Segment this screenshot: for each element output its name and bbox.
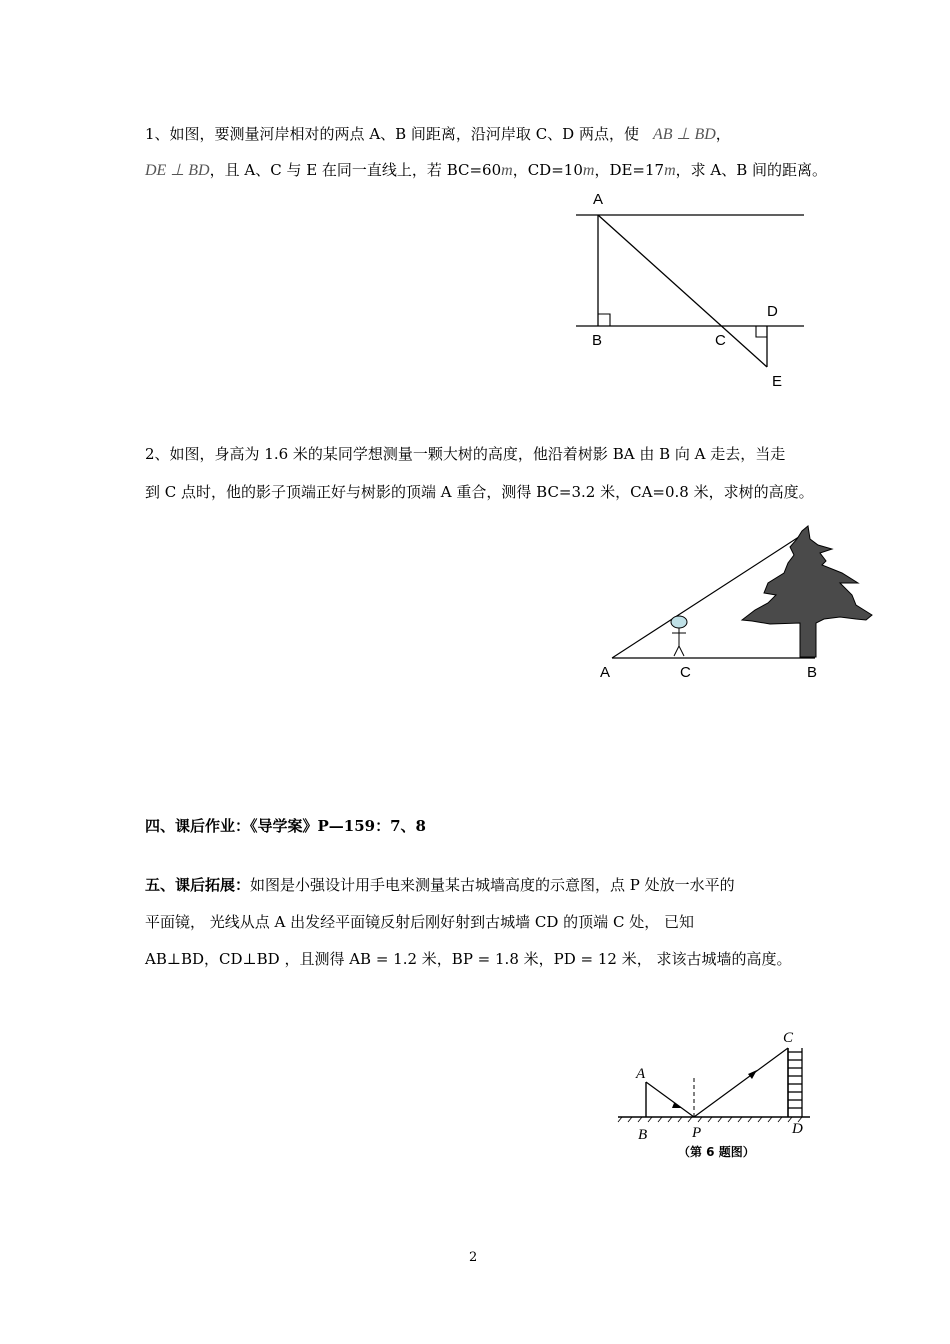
q1-label-d: D xyxy=(767,303,778,320)
q5-ground-hatching xyxy=(618,1117,802,1122)
q5-figure xyxy=(612,1020,822,1170)
q1-label-e: E xyxy=(772,373,783,390)
q2-figure xyxy=(590,525,890,690)
section-5-text-1: 如图是小强设计用手电来测量某古城墙高度的示意图，点 P 处放一水平的 xyxy=(250,876,735,894)
q1-label-b: B xyxy=(592,332,603,349)
q1-right-angle-d xyxy=(756,326,767,337)
section-5-title: 五、课后拓展： xyxy=(145,876,251,894)
page-number: 2 xyxy=(469,1250,478,1265)
q1-segment-ae xyxy=(598,215,767,367)
q2-label-b: B xyxy=(807,664,818,681)
tree-icon xyxy=(742,526,872,657)
q1-text-c: ，且 A、C 与 E 在同一直线上，若 BC=60 xyxy=(209,161,502,179)
q5-ray-pc xyxy=(694,1048,788,1117)
q1-unit-2: m xyxy=(582,162,595,179)
person-body-icon xyxy=(672,628,686,656)
q5-label-d: D xyxy=(792,1121,803,1137)
q5-label-b: B xyxy=(638,1127,648,1143)
q2-label-c: C xyxy=(680,664,691,681)
q1-text-d: ，CD=10 xyxy=(512,161,583,179)
q5-label-c: C xyxy=(783,1030,794,1046)
q5-wall-bricks xyxy=(788,1048,802,1117)
q1-unit-3: m xyxy=(664,162,676,179)
q5-ray-ap xyxy=(646,1082,694,1117)
section-5-line-2: 平面镜， 光线从点 A 出发经平面镜反射后刚好射到古城墙 CD 的顶端 C 处， 已知 xyxy=(145,913,694,931)
q1-line-1 xyxy=(145,124,731,145)
q1-text-b: ， xyxy=(715,125,731,143)
q5-figure-caption: （第 6 题图） xyxy=(678,1145,755,1159)
q1-text-a: 1、如图，要测量河岸相对的两点 A、B 间距离，沿河岸取 C、D 两点，使 xyxy=(145,125,639,143)
q2-line-1: 2、如图，身高为 1.6 米的某同学想测量一颗大树的高度，他沿着树影 BA 由 B 向 A 走去，当走 xyxy=(145,445,786,463)
q1-label-c: C xyxy=(715,332,726,349)
q1-math-de-perp-bd: DE ⊥ BD xyxy=(145,162,210,179)
section-5-line-1 xyxy=(145,875,735,895)
arrow-icon xyxy=(672,1103,682,1108)
arrow-icon xyxy=(748,1070,757,1079)
person-head-icon xyxy=(671,616,687,628)
q1-label-a: A xyxy=(593,191,604,208)
section-5-line-3: AB⊥BD，CD⊥BD ，且测得 AB = 1.2 米，BP = 1.8 米，PD = 12 米， 求该古城墙的高度。 xyxy=(145,950,792,968)
q5-label-p: P xyxy=(692,1125,702,1141)
q1-right-angle-b xyxy=(598,314,610,326)
q2-line-2: 到 C 点时，他的影子顶端正好与树影的顶端 A 重合，测得 BC=3.2 米，CA=0.8 米，求树的高度。 xyxy=(145,483,814,501)
q2-label-a: A xyxy=(600,664,611,681)
q1-unit-1: m xyxy=(501,162,513,179)
q1-line-2 xyxy=(145,160,827,181)
q1-text-f: ，求 A、B 间的距离。 xyxy=(675,161,828,179)
section-4-title: 四、课后作业：《导学案》P—159：7、8 xyxy=(145,817,426,835)
q1-math-ab-perp-bd: AB ⊥ BD xyxy=(652,126,716,143)
q1-text-e: ，DE=17 xyxy=(594,161,665,179)
q5-label-a: A xyxy=(636,1066,646,1082)
q1-figure xyxy=(560,185,820,395)
